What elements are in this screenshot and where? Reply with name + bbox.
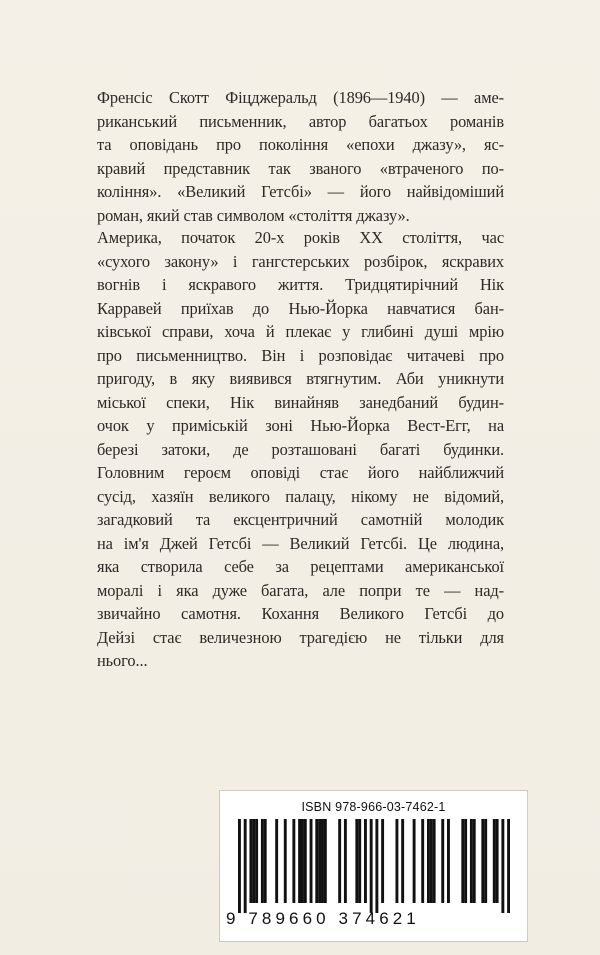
isbn-barcode-block (219, 790, 528, 942)
barcode-bar (358, 819, 361, 903)
barcode-bar (421, 819, 424, 903)
text-line: вогнів і яскравого життя. Тридцятирічний Нік (97, 275, 504, 294)
text-line: Дейзі стає величезною трагедією не тільки для (97, 627, 504, 647)
barcode-bar (381, 819, 384, 903)
text-line: ківської справи, хоча й плекає у глибині душі мрію (97, 322, 504, 341)
text-line: березі затоки, де розташовані багаті будинки. (97, 439, 504, 459)
text-line: про письменництво. Він і розповідає читачеві про (97, 345, 504, 365)
barcode-bar (370, 819, 373, 913)
barcode-icon (238, 819, 510, 915)
text-line: на ім'я Джей Гетсбі — Великий Гетсбі. Це людина, (97, 533, 504, 553)
barcode-bar (413, 819, 416, 903)
barcode-bar (375, 819, 378, 913)
barcode-bar (493, 819, 496, 903)
barcode-bar (321, 819, 324, 903)
text-line: Карравей приїхав до Нью-Йорка навчатися бан- (97, 298, 504, 318)
barcode-bar (401, 819, 404, 903)
text-line: пригоду, в яку виявився втягнутим. Аби уникнути (97, 369, 504, 388)
barcode-bar (324, 819, 327, 903)
barcode-bar (461, 819, 464, 903)
barcode-bar (464, 819, 467, 903)
barcode-bar (433, 819, 436, 903)
barcode-digits: 9 789660 374621 (226, 909, 420, 928)
text-line: риканський письменник, автор багатьох романів (97, 111, 504, 131)
barcode-bar (364, 819, 367, 903)
text-line: яка створила себе за рецептами американської (97, 557, 504, 576)
text-line: роман, який став символом «століття джазу». (97, 205, 410, 225)
text-line: звичайно самотня. Кохання Великого Гетсбі до (97, 604, 504, 623)
text-line: кравий представник так званого «втраченого по- (97, 158, 504, 178)
barcode-bar (338, 819, 341, 903)
text-line: сусід, хазяїн великого палацу, нікому не відомий, (97, 486, 504, 506)
text-line: очок у приміській зоні Нью-Йорка Вест-Егг, на (97, 416, 504, 435)
barcode-bar (481, 819, 484, 903)
barcode-bar (484, 819, 487, 903)
barcode-bar (430, 819, 433, 903)
text-line: загадковий та ексцентричний самотній молодик (97, 510, 504, 529)
barcode-bar (310, 819, 313, 903)
barcode-bar (355, 819, 358, 903)
barcode-bar (292, 819, 295, 903)
isbn-label: ISBN 978-966-03-7462-1 (301, 800, 446, 814)
text-line: Америка, початок 20-х років XX століття, час (97, 228, 504, 247)
barcode-bar (255, 819, 258, 903)
barcode-bar (249, 819, 252, 903)
text-line: та оповідань про покоління «епохи джазу», яс- (97, 135, 504, 154)
barcode-bar (298, 819, 301, 903)
text-line: «сухого закону» і гангстерських розбірок, яскравих (97, 251, 504, 271)
text-line: міської спеки, Нік винайняв занедбаний будин- (97, 392, 504, 412)
text-line: Головним героєм оповіді стає його найближчий (97, 463, 504, 482)
barcode-bar (301, 819, 304, 903)
barcode-bar (252, 819, 255, 903)
barcode-bar (447, 819, 450, 903)
text-line: моралі і яка дуже багата, але попри те — над- (97, 580, 504, 600)
text-line: нього... (97, 651, 148, 670)
book-summary-paragraph (97, 226, 504, 673)
barcode-bar (395, 819, 398, 903)
barcode-bar (427, 819, 430, 903)
text-line: Френсіс Скотт Фіцджеральд (1896—1940) — аме- (97, 88, 504, 107)
barcode-bar (344, 819, 347, 903)
barcode-bar (238, 819, 241, 913)
barcode-bar (501, 819, 504, 913)
author-bio-paragraph (97, 86, 504, 227)
barcode-bar (304, 819, 307, 903)
barcode-bar (441, 819, 444, 903)
barcode-bar (261, 819, 264, 903)
barcode-bar (473, 819, 476, 903)
barcode-bar (496, 819, 499, 903)
barcode-bar (284, 819, 287, 903)
barcode-bar (470, 819, 473, 903)
barcode-bar (244, 819, 247, 913)
barcode-bar (315, 819, 318, 903)
barcode-bar (507, 819, 510, 913)
barcode-bar (275, 819, 278, 903)
barcode-bar (264, 819, 267, 903)
barcode-bar (318, 819, 321, 903)
text-line: коління». «Великий Гетсбі» — його найвідоміший (97, 182, 504, 201)
